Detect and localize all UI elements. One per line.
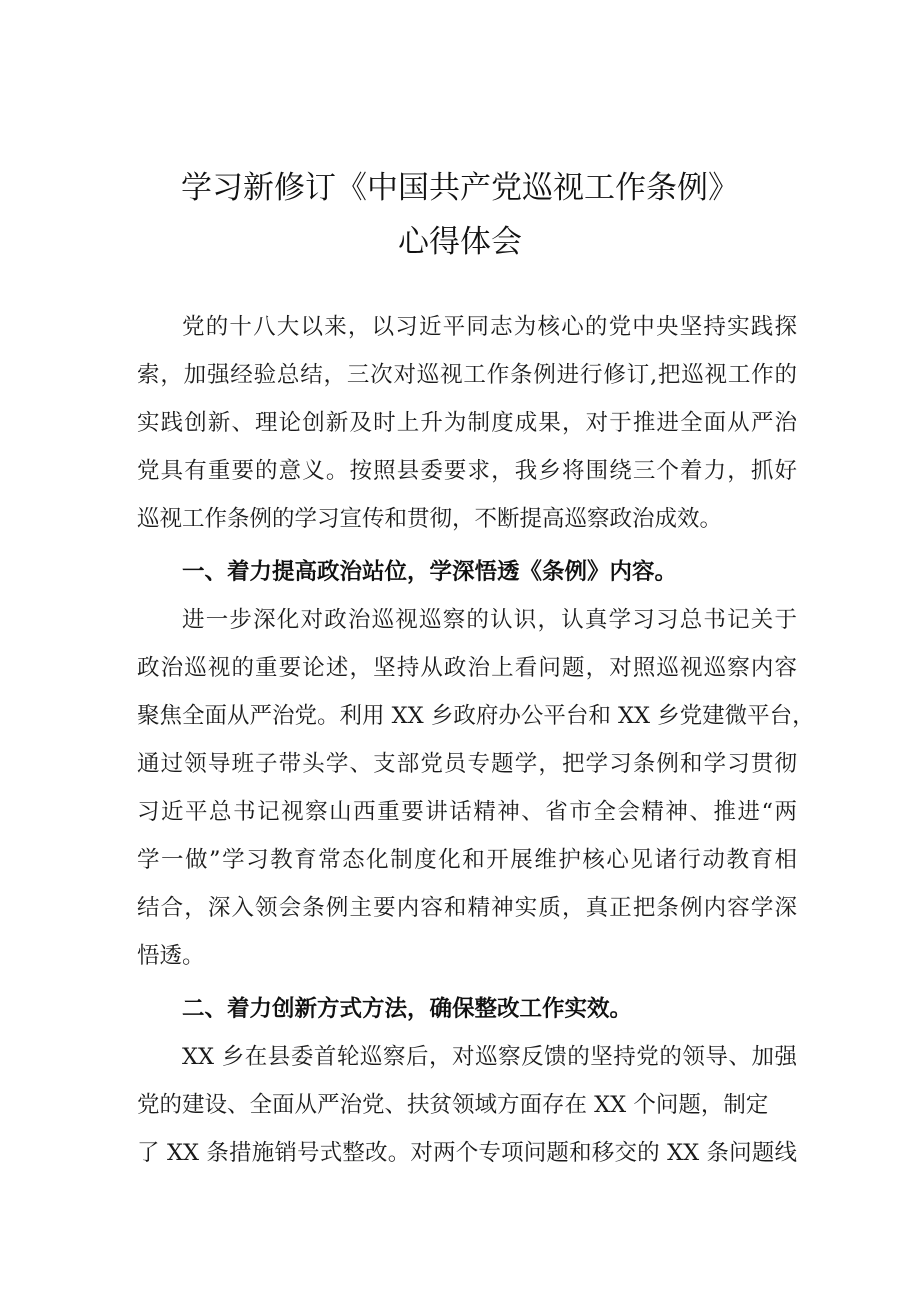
intro-line-5: 巡视工作条例的学习宣传和贯彻，不断提高巡察政治成效。 xyxy=(137,506,723,532)
document-title-line-1: 学习新修订《中国共产党巡视工作条例》 xyxy=(181,170,739,206)
section-2-line-3: 了 XX 条措施销号式整改。对两个专项问题和移交的 XX 条问题线 xyxy=(137,1140,797,1166)
intro-line-1: 党的十八大以来，以习近平同志为核心的党中央坚持实践探 xyxy=(182,314,797,340)
section-2-heading: 二、着力创新方式方法，确保整改工作实效。 xyxy=(182,996,633,1022)
section-1-line-2: 政治巡视的重要论述，坚持从政治上看问题，对照巡视巡察内容 xyxy=(137,655,797,681)
intro-line-2: 索，加强经验总结，三次对巡视工作条例进行修订,把巡视工作的 xyxy=(137,362,797,388)
section-1-heading: 一、着力提高政治站位，学深悟透《条例》内容。 xyxy=(182,559,678,585)
intro-line-4: 党具有重要的意义。按照县委要求，我乡将围绕三个着力，抓好 xyxy=(137,458,797,484)
section-1-line-3: 聚焦全面从严治党。利用 XX 乡政府办公平台和 XX 乡党建微平台， xyxy=(137,703,815,729)
section-2-line-1: XX 乡在县委首轮巡察后，对巡察反馈的坚持党的领导、加强 xyxy=(182,1044,797,1070)
section-1-line-6: 学一做”学习教育常态化制度化和开展维护核心见诸行动教育相 xyxy=(137,847,797,873)
section-1-line-5: 习近平总书记视察山西重要讲话精神、省市全会精神、推进“两 xyxy=(137,799,797,825)
document-title-line-2: 心得体会 xyxy=(398,224,522,260)
intro-line-3: 实践创新、理论创新及时上升为制度成果，对于推进全面从严治 xyxy=(137,410,797,436)
section-1-line-1: 进一步深化对政治巡视巡察的认识，认真学习习总书记关于 xyxy=(182,607,797,633)
section-1-line-8: 悟透。 xyxy=(137,943,205,969)
section-1-line-7: 结合，深入领会条例主要内容和精神实质，真正把条例内容学深 xyxy=(137,895,797,921)
section-2-line-2: 党的建设、全面从严治党、扶贫领域方面存在 XX 个问题，制定 xyxy=(137,1092,769,1118)
section-1-line-4: 通过领导班子带头学、支部党员专题学，把学习条例和学习贯彻 xyxy=(137,751,797,777)
